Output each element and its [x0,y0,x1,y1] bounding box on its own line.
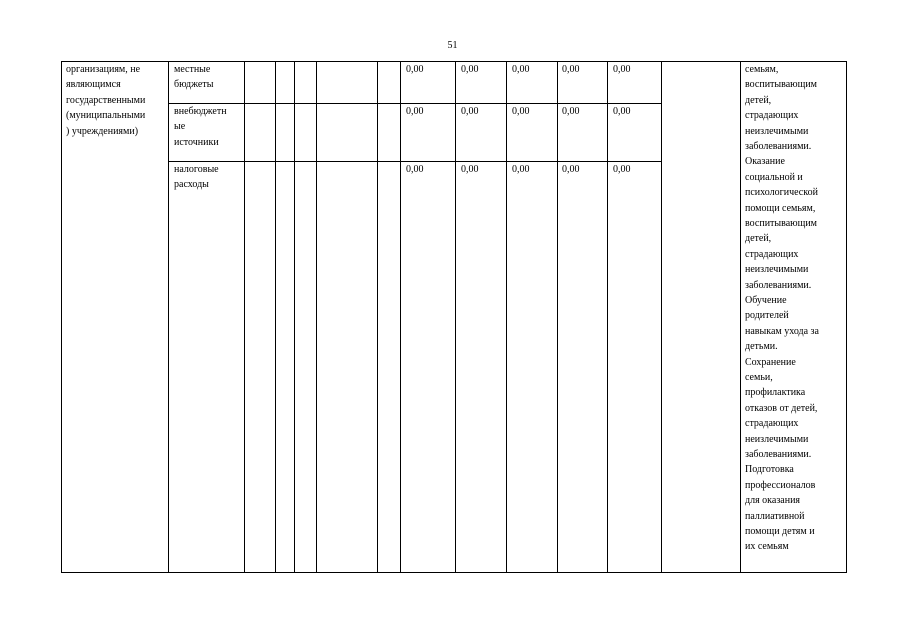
recipient-text-line: организациям, не [66,64,141,75]
funding-source-label: ые [174,121,186,133]
result-text-line: неизлечимыми [745,264,809,276]
result-text-line: страдающих [745,248,799,260]
result-text-line: семьям, [745,64,779,75]
result-text-line: социальной и [745,171,803,183]
funding-value-cell: 0,00 [406,164,424,175]
table-column-border [316,61,317,572]
result-text-line: заболеваниями. [745,449,812,460]
funding-value-cell: 0,00 [406,64,424,75]
table-column-border [607,61,608,572]
result-text-line: отказов от детей, [745,402,818,414]
table-column-border [740,61,741,572]
result-text-line: их семьям [745,541,789,553]
result-text-line: воспитывающим [745,218,818,229]
result-text-line: помощи детям и [745,526,815,537]
result-text-line: детей, [745,233,772,245]
result-text-line: для оказания [745,495,801,507]
funding-source-label: расходы [174,179,209,191]
result-text-line: Сохранение [745,356,796,368]
table-column-border [168,61,169,572]
result-text-line: профилактика [745,387,806,399]
result-text-line: страдающих [745,110,799,122]
result-text-line: Обучение [745,295,787,306]
funding-source-label: бюджеты [174,79,214,91]
table-row-border [168,161,661,162]
result-text-line: профессионалов [745,479,816,491]
funding-value-cell: 0,00 [512,64,530,75]
result-text-line: паллиативной [745,510,805,522]
funding-value-cell: 0,00 [562,164,580,175]
result-text-line: Оказание [745,156,785,168]
recipient-text-line: ) учреждениями) [66,125,139,137]
table-column-border [61,61,62,572]
result-text-line: неизлечимыми [745,433,809,445]
result-text-line: детьми. [745,341,778,353]
result-text-line: семьи, [745,372,773,383]
funding-value-cell: 0,00 [562,64,580,75]
table-column-border [244,61,245,572]
funding-source-label: местные [174,64,211,75]
result-text-line: Подготовка [745,464,794,476]
funding-value-cell: 0,00 [613,64,631,75]
result-text-line: заболеваниями. [745,279,812,291]
funding-value-cell: 0,00 [512,164,530,175]
table-column-border [275,61,276,572]
table-column-border [557,61,558,572]
table-column-border [455,61,456,572]
table-column-border [661,61,662,572]
recipient-text-line: государственными [66,94,146,106]
result-text-line: неизлечимыми [745,125,809,137]
table-column-border [400,61,401,572]
funding-value-cell: 0,00 [613,106,631,117]
page-number: 51 [447,40,458,51]
recipient-text-line: (муниципальными [66,110,146,122]
funding-value-cell: 0,00 [562,106,580,117]
recipient-text-line: являющимся [66,79,121,91]
funding-value-cell: 0,00 [613,164,631,175]
funding-value-cell: 0,00 [461,64,479,75]
funding-source-label: внебюджетн [174,106,227,117]
funding-value-cell: 0,00 [461,106,479,117]
table-row-border [168,103,661,104]
funding-source-label: налоговые [174,164,219,175]
result-text-line: помощи семьям, [745,202,816,214]
result-text-line: психологической [745,187,818,199]
result-text-line: детей, [745,94,772,106]
result-text-line: страдающих [745,418,799,430]
table-column-border [506,61,507,572]
result-text-line: воспитывающим [745,79,818,91]
funding-value-cell: 0,00 [406,106,424,117]
result-text-line: заболеваниями. [745,141,812,152]
funding-value-cell: 0,00 [461,164,479,175]
table-column-border [377,61,378,572]
funding-source-label: источники [174,136,219,148]
funding-value-cell: 0,00 [512,106,530,117]
table-column-border [294,61,295,572]
result-text-line: родителей [745,310,789,322]
result-text-line: навыкам ухода за [745,325,819,337]
table-bottom-border [61,572,847,573]
table-column-border [846,61,847,572]
